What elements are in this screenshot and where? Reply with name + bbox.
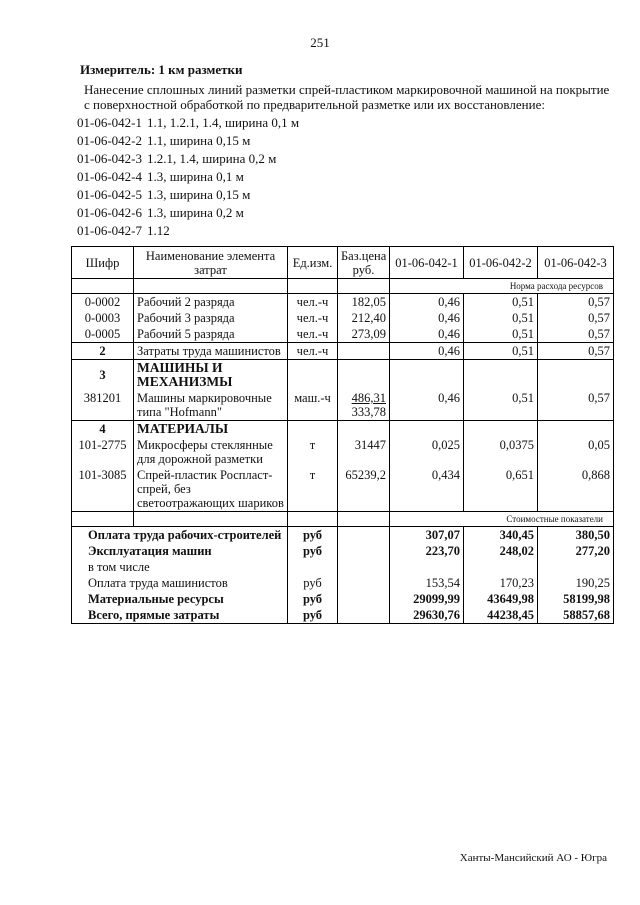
header-code: Шифр [72,247,134,279]
section-title: МАШИНЫ И МЕХАНИЗМЫ [134,360,288,391]
cost-caption: Стоимостные показатели [390,512,614,527]
row-name: Рабочий 2 разряда [134,294,288,311]
row-value-2: 0,51 [464,343,538,360]
cost-value-2: 43649,98 [464,591,538,607]
row-unit: маш.-ч [288,390,338,421]
row-unit: чел.-ч [288,326,338,343]
code-number: 01-06-042-3 [77,151,142,166]
cost-row [72,607,614,624]
price-top: 486,31 [351,391,386,405]
row-code: 0-0002 [72,294,134,311]
row-code: 381201 [72,390,134,421]
row-value-3: 0,57 [538,310,614,326]
materials-section-row [72,421,614,438]
cost-value-3: 380,50 [538,527,614,544]
row-value-3: 0,57 [538,294,614,311]
row-value-2: 0,51 [464,294,538,311]
cost-row [72,543,614,559]
cost-value-2: 340,45 [464,527,538,544]
machines-section-row [72,360,614,391]
meter-heading: Измеритель: 1 км разметки [80,62,243,77]
code-number: 01-06-042-6 [77,205,142,220]
code-description: 1.3, ширина 0,2 м [147,205,244,220]
section-code: 4 [72,421,134,438]
row-name: Рабочий 3 разряда [134,310,288,326]
cost-value-1: 29099,99 [390,591,464,607]
code-number: 01-06-042-7 [77,223,142,238]
cost-value-3: 190,25 [538,575,614,591]
row-code: 101-2775 [72,437,134,467]
row-value-1: 0,46 [390,343,464,360]
row-price: 65239,2 [338,467,390,512]
cost-value-1: 29630,76 [390,607,464,624]
cost-unit: руб [288,543,338,559]
header-name: Наименование элемента затрат [134,247,288,279]
cost-row [72,559,614,575]
cost-row [72,575,614,591]
cost-value-3: 58199,98 [538,591,614,607]
cost-caption-row [72,512,614,527]
cost-unit: руб [288,575,338,591]
row-value-2: 0,51 [464,326,538,343]
row-name: Рабочий 5 разряда [134,326,288,343]
header-col1: 01-06-042-1 [390,247,464,279]
row-code: 0-0005 [72,326,134,343]
page-number: 251 [310,35,330,50]
code-description: 1.3, ширина 0,1 м [147,169,244,184]
row-code: 2 [72,343,134,360]
row-code: 0-0003 [72,310,134,326]
row-value-1: 0,46 [390,390,464,421]
cost-unit: руб [288,607,338,624]
price-bottom: 333,78 [351,405,386,419]
cost-value-1: 223,70 [390,543,464,559]
row-unit: чел.-ч [288,343,338,360]
cost-row [72,527,614,544]
row-value-2: 0,51 [464,310,538,326]
table-row [72,467,614,512]
row-code: 101-3085 [72,467,134,512]
cost-name: Материальные ресурсы [72,591,288,607]
row-value-3: 0,57 [538,326,614,343]
header-price: Баз.цена руб. [338,247,390,279]
intro-text: Нанесение сплошных линий разметки спрей-пластиком маркировочной машиной на покрытие с поверхностной обработкой по предварительной разметке или их восстановление: [84,82,610,112]
table-row [72,437,614,467]
cost-value-2: 44238,45 [464,607,538,624]
code-description: 1.3, ширина 0,15 м [147,187,251,202]
labor-row [72,343,614,360]
row-unit: чел.-ч [288,310,338,326]
table-header-row [72,247,614,279]
row-name: Машины маркировочные типа "Hofmann" [134,390,288,421]
code-item [72,204,299,222]
row-value-3: 0,57 [538,343,614,360]
row-value-1: 0,025 [390,437,464,467]
row-name: Микросферы стеклянные для дорожной разметки [134,437,288,467]
row-price: 273,09 [338,326,390,343]
cost-name: Всего, прямые затраты [72,607,288,624]
code-description: 1.1, ширина 0,15 м [147,133,251,148]
row-value-3: 0,57 [538,390,614,421]
table-row [72,390,614,421]
code-item [72,114,299,132]
cost-value-3: 58857,68 [538,607,614,624]
row-value-2: 0,651 [464,467,538,512]
row-unit: чел.-ч [288,294,338,311]
code-number: 01-06-042-5 [77,187,142,202]
row-value-2: 0,0375 [464,437,538,467]
cost-unit: руб [288,591,338,607]
code-item [72,150,299,168]
row-value-2: 0,51 [464,390,538,421]
table-row [72,310,614,326]
row-unit: т [288,437,338,467]
header-unit: Ед.изм. [288,247,338,279]
cost-value-2: 170,23 [464,575,538,591]
table-row [72,294,614,311]
header-col3: 01-06-042-3 [538,247,614,279]
code-description: 1.12 [147,223,170,238]
section-title: МАТЕРИАЛЫ [134,421,288,438]
footer-region: Ханты-Мансийский АО - Югра [459,852,607,864]
row-price [338,390,390,421]
norms-caption: Норма расхода ресурсов [390,279,614,294]
row-unit: т [288,467,338,512]
code-item [72,168,299,186]
section-code: 3 [72,360,134,391]
cost-value-2: 248,02 [464,543,538,559]
row-value-1: 0,46 [390,326,464,343]
resource-table [71,246,614,624]
cost-name: Оплата труда рабочих-строителей [72,527,288,544]
code-list [72,114,299,240]
row-name: Затраты труда машинистов [134,343,288,360]
row-value-1: 0,434 [390,467,464,512]
cost-value-1: 307,07 [390,527,464,544]
row-value-1: 0,46 [390,294,464,311]
norms-caption-row [72,279,614,294]
row-value-1: 0,46 [390,310,464,326]
code-item [72,222,299,240]
code-number: 01-06-042-4 [77,169,142,184]
cost-name: Оплата труда машинистов [72,575,288,591]
header-col2: 01-06-042-2 [464,247,538,279]
row-value-3: 0,868 [538,467,614,512]
cost-name: Эксплуатация машин [72,543,288,559]
row-name: Спрей-пластик Роспласт-спрей, без светоотражающих шариков [134,467,288,512]
code-number: 01-06-042-1 [77,115,142,130]
cost-row [72,591,614,607]
row-price: 182,05 [338,294,390,311]
cost-unit: руб [288,527,338,544]
row-price: 31447 [338,437,390,467]
code-item [72,132,299,150]
code-description: 1.2.1, 1.4, ширина 0,2 м [147,151,277,166]
code-description: 1.1, 1.2.1, 1.4, ширина 0,1 м [147,115,300,130]
code-number: 01-06-042-2 [77,133,142,148]
table-row [72,326,614,343]
cost-value-1: 153,54 [390,575,464,591]
row-value-3: 0,05 [538,437,614,467]
code-item [72,186,299,204]
cost-value-3: 277,20 [538,543,614,559]
cost-name: в том числе [72,559,288,575]
row-price: 212,40 [338,310,390,326]
